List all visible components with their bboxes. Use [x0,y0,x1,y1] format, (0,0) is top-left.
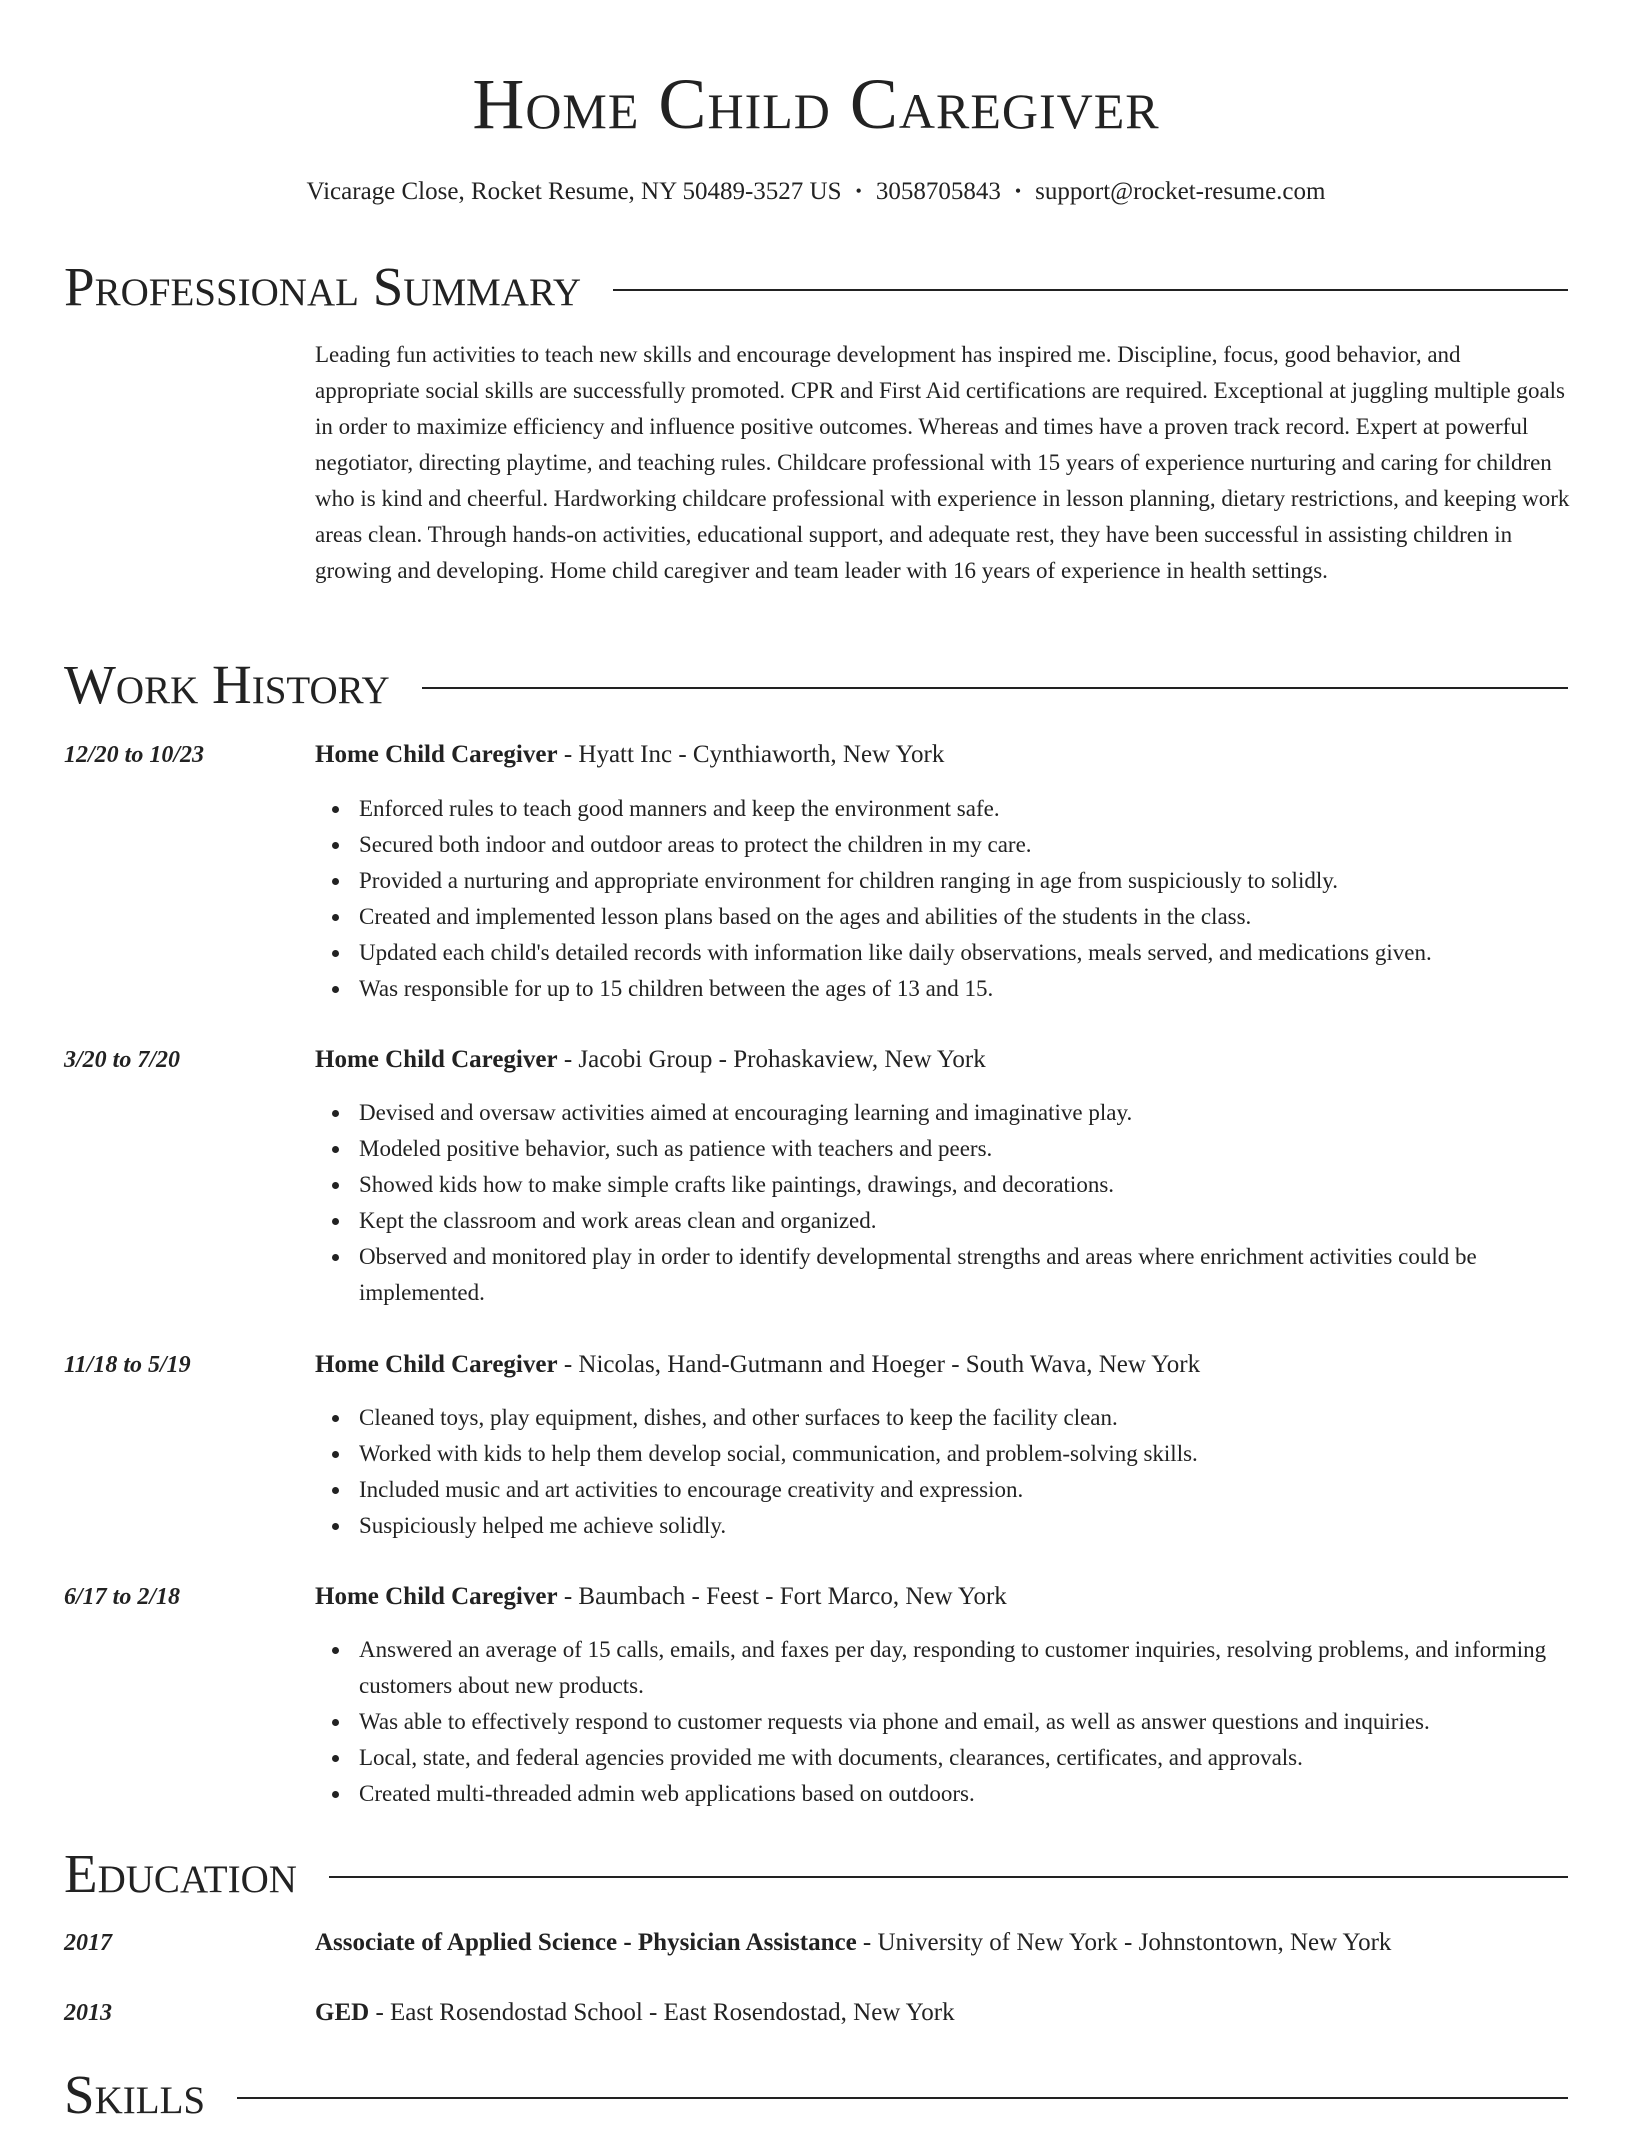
list-item: Created multi-threaded admin web applications based on outdoors. [359,1776,1568,1812]
list-item: Modeled positive behavior, such as patience with teachers and peers. [359,1131,1568,1167]
list-item: Cleaned toys, play equipment, dishes, and other surfaces to keep the facility clean. [359,1400,1568,1436]
job-details: - Nicolas, Hand-Gutmann and Hoeger - South Wava, New York [557,1351,1201,1378]
list-item: Created and implemented lesson plans based on the ages and abilities of the students in the class. [359,899,1568,935]
summary-text: Leading fun activities to teach new skills and encourage development has inspired me. Discipline, focus, good behavior, and appropriate social skills are successfully promoted. CPR and First Aid certifications are required. Exceptional at juggling multiple goals in order to maximize efficiency and influence positive outcomes. Whereas and times have a proven track record. Expert at powerful negotiator, directing playtime, and teaching rules. Childcare professional with 15 years of experience nurturing and caring for children who is kind and cheerful. Hardworking childcare professional with experience in lesson planning, dietary restrictions, and keeping work areas clean. Through hands-on activities, educational support, and adequate rest, they have been successful in assisting children in growing and developing. Home child caregiver and team leader with 16 years of experience in health settings. [315,342,1570,583]
list-item: Worked with kids to help them develop social, communication, and problem-solving skills. [359,1436,1568,1472]
list-item: Secured both indoor and outdoor areas to protect the children in my care. [359,827,1568,863]
separator-dot: • [1014,181,1022,201]
list-item: Answered an average of 15 calls, emails, and faxes per day, responding to customer inquiries, resolving problems, and informing customers about new products. [359,1632,1568,1704]
education-year: 2013 [64,2000,112,2026]
section-header-work-history [64,650,1568,720]
section-divider [422,687,1568,689]
job-heading [315,1348,1568,1382]
job-heading [315,1580,1568,1614]
education-details: - East Rosendostad School - East Rosendostad, New York [369,1999,955,2026]
section-divider [613,289,1568,291]
list-item: Updated each child's detailed records with information like daily observations, meals served, and medications given. [359,935,1568,971]
section-title-summary: Professional Summary [64,256,582,317]
section-title-skills: Skills [64,2064,206,2125]
job-dates: 11/18 to 5/19 [64,1352,191,1378]
section-divider [237,2097,1568,2099]
job-role: Home Child Caregiver [315,1046,558,1073]
section-title-education: Education [64,1843,297,1904]
list-item: Devised and oversaw activities aimed at encouraging learning and imaginative play. [359,1095,1568,1131]
job-details: - Baumbach - Feest - Fort Marco, New York [557,1583,1007,1610]
education-heading [315,1926,1568,1960]
list-item: Was able to effectively respond to customer requests via phone and email, as well as answer questions and inquiries. [359,1704,1568,1740]
education-details: - University of New York - Johnstontown, New York [856,1929,1392,1956]
section-header-education [64,1839,1568,1909]
job-bullets [315,1632,1568,1812]
job-heading [315,1043,1568,1077]
list-item: Kept the classroom and work areas clean and organized. [359,1203,1568,1239]
education-degree: Associate of Applied Science - Physician Assistance [315,1929,857,1956]
list-item: Enforced rules to teach good manners and keep the environment safe. [359,791,1568,827]
list-item: Was responsible for up to 15 children between the ages of 13 and 15. [359,971,1568,1007]
education-degree: GED [315,1999,370,2026]
section-header-skills [64,2060,1568,2130]
job-dates: 3/20 to 7/20 [64,1047,181,1073]
job-dates: 6/17 to 2/18 [64,1584,181,1610]
job-bullets [315,1400,1568,1544]
list-item: Provided a nurturing and appropriate environment for children ranging in age from suspiciously to solidly. [359,863,1568,899]
job-role: Home Child Caregiver [315,741,558,768]
list-item: Observed and monitored play in order to identify developmental strengths and areas where enrichment activities could be implemented. [359,1239,1568,1311]
contact-email: support@rocket-resume.com [1035,178,1326,205]
contact-line [0,174,1632,209]
separator-dot: • [855,181,862,201]
job-bullets [315,791,1568,1007]
job-dates: 12/20 to 10/23 [64,742,205,768]
section-title-work-history: Work History [64,654,390,715]
list-item: Included music and art activities to encourage creativity and expression. [359,1472,1568,1508]
list-item: Showed kids how to make simple crafts like paintings, drawings, and decorations. [359,1167,1568,1203]
job-details: - Hyatt Inc - Cynthiaworth, New York [557,741,945,768]
list-item: Local, state, and federal agencies provided me with documents, clearances, certificates, and approvals. [359,1740,1568,1776]
job-bullets [315,1095,1568,1311]
job-heading [315,738,1568,772]
job-role: Home Child Caregiver [315,1351,558,1378]
job-details: - Jacobi Group - Prohaskaview, New York [557,1046,986,1073]
education-year: 2017 [64,1930,112,1956]
contact-phone: 3058705843 [875,178,1001,205]
job-role: Home Child Caregiver [315,1583,558,1610]
section-divider [329,1876,1568,1878]
list-item: Suspiciously helped me achieve solidly. [359,1508,1568,1544]
section-header-summary [64,252,1568,322]
candidate-name: Home Child Caregiver [472,64,1160,144]
education-heading [315,1996,1568,2030]
contact-address: Vicarage Close, Rocket Resume, NY 50489-3527 US [306,178,842,205]
